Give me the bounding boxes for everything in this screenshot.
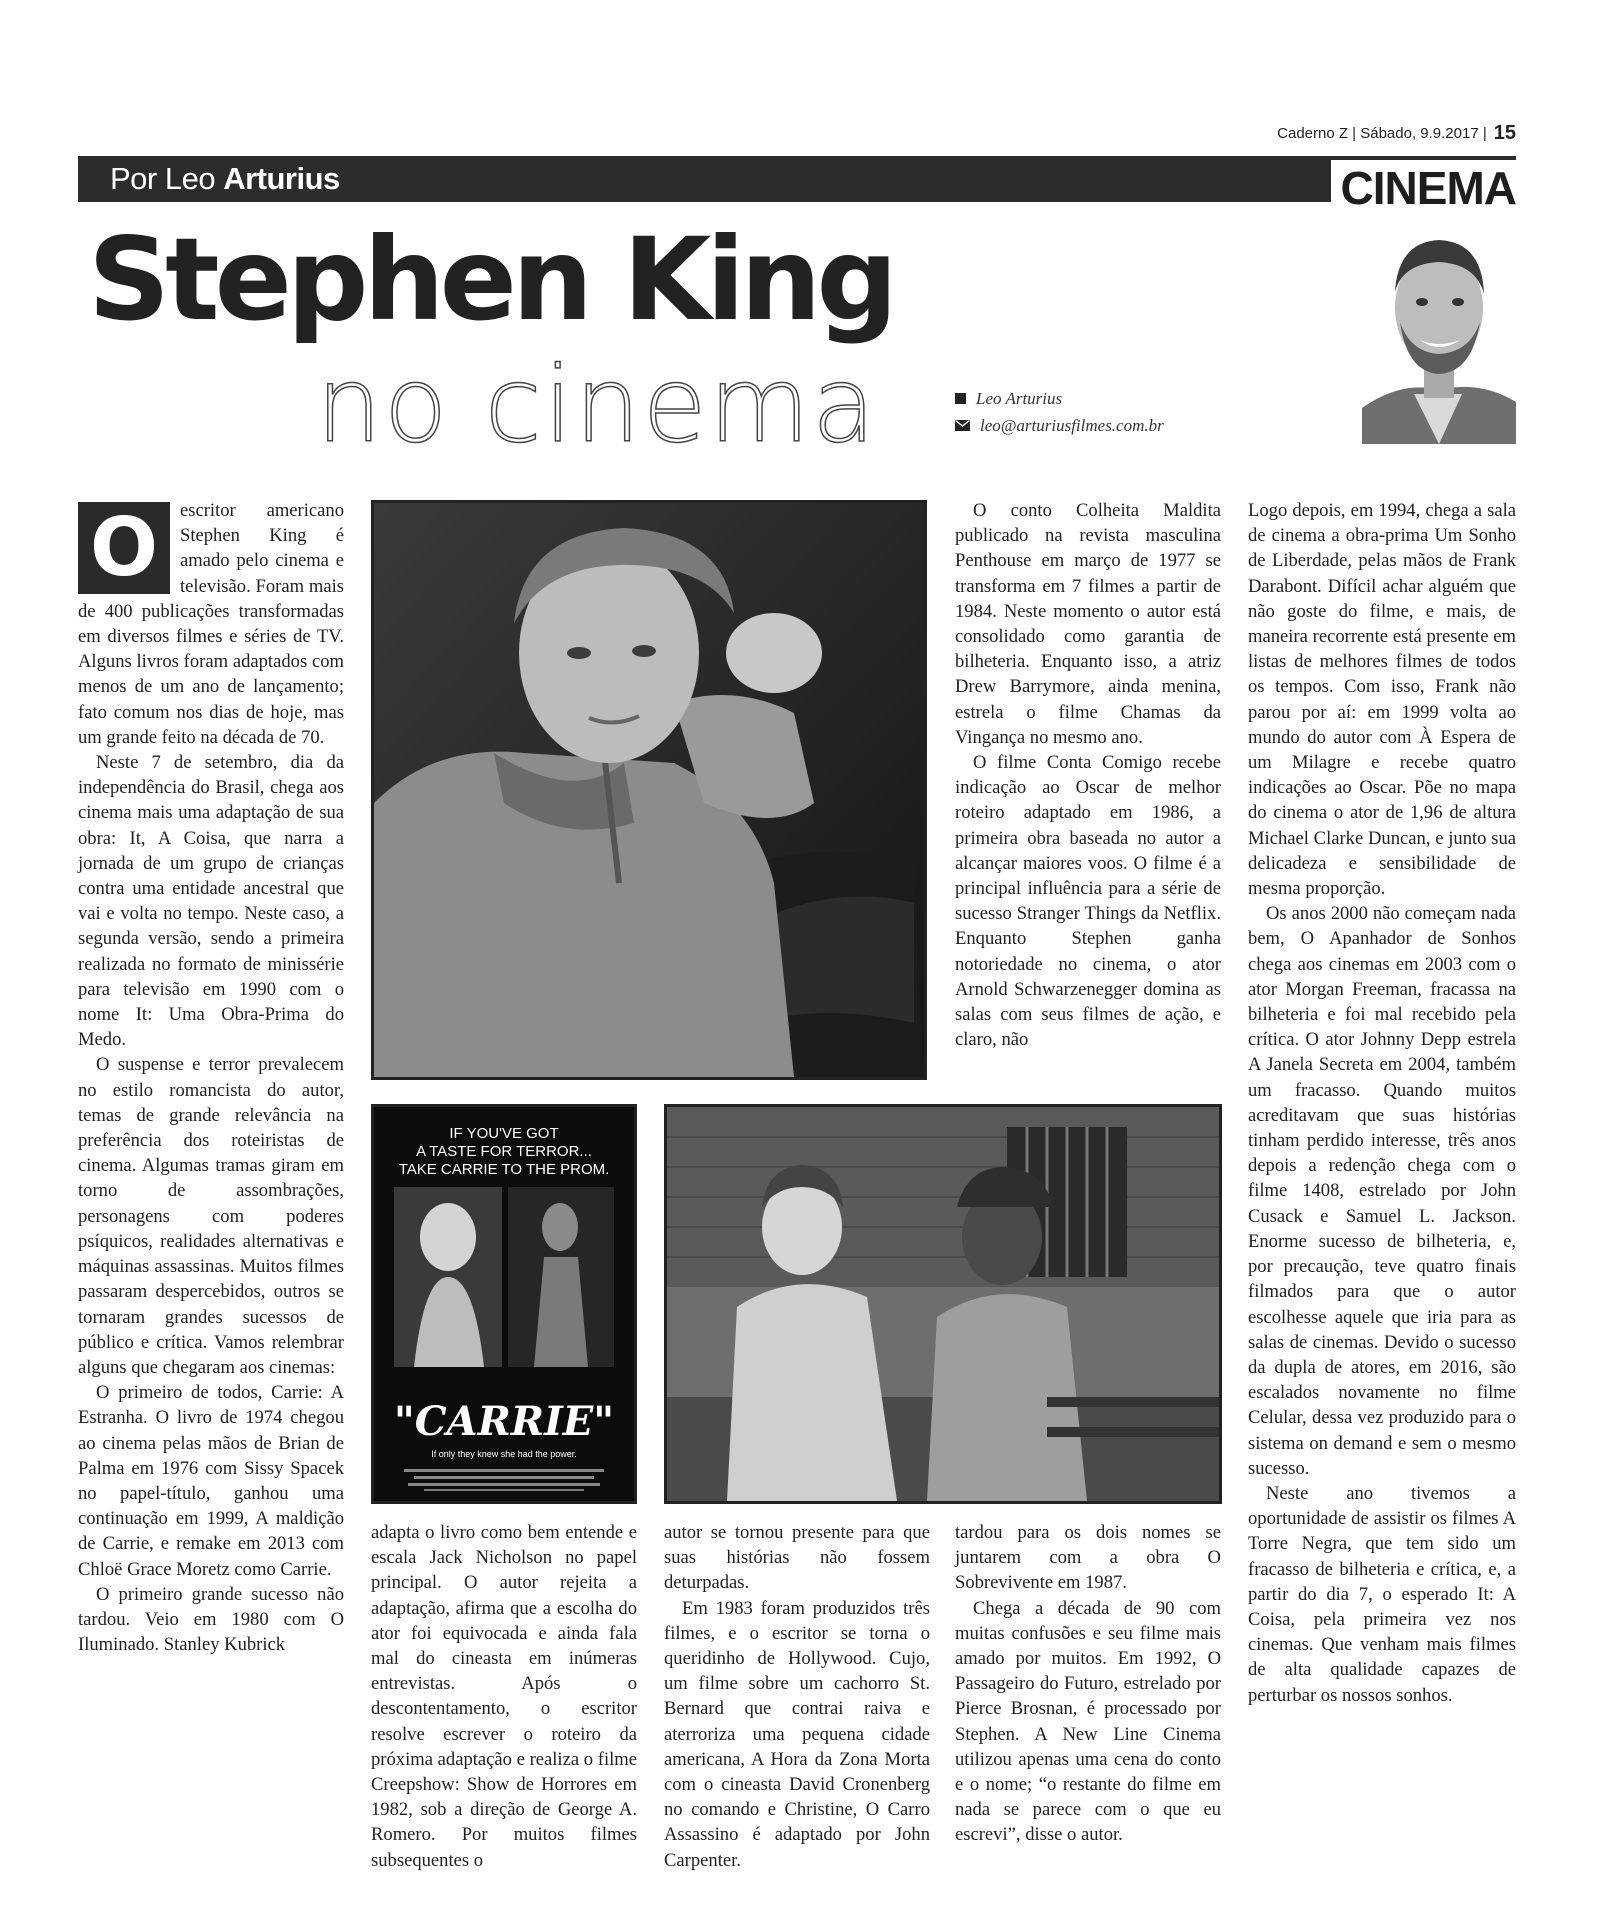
paragraph: adapta o livro como bem entende e escala Jack Nicholson no papel principal. O autor rejeita a adaptação, afirma que a escolha do ator foi equivocada e ainda fala mal do cineasta em inúmeras entrevistas. Após o descontentamento, o escritor resolve escrever o roteiro da próxima adaptação e realiza o filme Creepshow: Show de Horrores em 1982, sob a direção de George A. Romero. Por muitos filmes subsequentes o xyxy=(371,1522,637,1871)
poster-tagline: IF YOU'VE GOT A TASTE FOR TERROR... TAKE CARRIE TO THE PROM. xyxy=(398,1125,610,1178)
paragraph: O primeiro de todos, Carrie: A Estranha. O livro de 1974 chegou ao cinema pelas mãos de Brian de Palma em 1976 com Sissy Spacek no papel-título, ganhou uma continuação em 1999, A maldição de Carrie, e remake em 2013 com Chloë Grace Moretz como Carrie. xyxy=(78,1382,344,1580)
article-column-4-top xyxy=(955,498,1221,1052)
poster-credits xyxy=(394,1467,614,1493)
headline-main: Stephen King xyxy=(88,213,894,346)
paragraph: O escritor americano Stephen King é amado pelo cinema e televisão. Foram mais de 400 publicações transformadas em diversos filmes e séries de TV. Alguns livros foram adaptados com menos de um ano de lançamento; fato comum nos dias de hoje, mas um grande feito na década de 70. xyxy=(78,500,344,748)
poster-carrie xyxy=(371,1104,637,1504)
paragraph: O conto Colheita Maldita publicado na revista masculina Penthouse em março de 1977 se transforma em 7 filmes a partir de 1984. Neste momento o autor está consolidado como garantia de bilheteria. Enquanto isso, a atriz Drew Barrymore, ainda menina, estrela o filme Chamas da Vingança no mesmo ano. xyxy=(955,500,1221,748)
author-row xyxy=(955,385,1164,412)
author-contact xyxy=(955,385,1164,439)
paragraph: O suspense e terror prevalecem no estilo romancista do autor, temas de grande relevância na preferência dos roteiristas de cinema. Algumas tramas giram em torno de assombrações, personagens com poderes psíquicos, realidades alternativas e máquinas assassinas. Muitos filmes passaram despercebidos, outros se tornaram grandes sucessos de público e crítica. Vamos relembrar alguns que chegaram aos cinemas: xyxy=(78,1054,344,1378)
author-email[interactable]: leo@arturiusfilmes.com.br xyxy=(980,416,1164,435)
article-column-3 xyxy=(664,1520,930,1873)
paragraph: O filme Conta Comigo recebe indicação ao Oscar de melhor roteiro adaptado em 1986, a primeira obra baseada no autor a alcançar maiores voos. O filme é a principal influência para a série de sucesso Stranger Things da Netflix. Enquanto Stephen ganha notoriedade no cinema, o ator Arnold Schwarzenegger domina as salas com seus filmes de ação, e claro, não xyxy=(955,752,1221,1051)
email-row xyxy=(955,412,1164,439)
paragraph: autor se tornou presente para que suas histórias não fossem deturpadas. xyxy=(664,1522,930,1594)
article-column-5 xyxy=(1248,498,1516,1708)
poster-images xyxy=(394,1187,614,1367)
drop-cap: O xyxy=(78,502,170,594)
paragraph: tardou para os dois nomes se juntarem com a obra O Sobrevivente em 1987. xyxy=(955,1522,1221,1594)
paragraph: Chega a década de 90 com muitas confusões e seu filme mais amado por muitos. Em 1992, O Passageiro do Futuro, estrelado por Pierce Brosnan, é processado por Stephen. A New Line Cinema utilizou apenas uma cena do conto e o nome; “o restante do filme em nada se parece com o que eu escrevi”, disse o autor. xyxy=(955,1597,1221,1846)
page-folio xyxy=(1277,122,1516,145)
byline-prefix: Por Leo xyxy=(110,161,216,196)
paragraph: Logo depois, em 1994, chega a sala de cinema a obra-prima Um Sonho de Liberdade, pelas mãos de Frank Darabont. Difícil achar alguém que não goste do filme, e mais, de maneira recorrente está presente em listas de melhores filmes de todos os tempos. Com isso, Frank não parou por aí: em 1999 volta ao mundo do autor com À Espera de um Milagre e recebe quatro indicações ao Oscar. Põe no mapa do cinema o ator de 1,96 de altura Michael Clarke Duncan, e junto sua delicadeza e sensibilidade de mesma proporção. xyxy=(1248,500,1516,900)
byline-name: Arturius xyxy=(223,161,340,196)
poster-subtitle: If only they knew she had the power. xyxy=(431,1449,577,1459)
section-label: CINEMA xyxy=(1331,160,1516,206)
envelope-icon xyxy=(955,420,970,431)
photo-film-still xyxy=(664,1104,1222,1504)
paragraph: Os anos 2000 não começam nada bem, O Apanhador de Sonhos chega aos cinemas em 2003 com o ator Morgan Freeman, fracassa na bilheteria e foi mal recebido pela crítica. O ator Johnny Depp estrela A Janela Secreta em 2004, também um fracasso. Quando muitos acreditavam que suas histórias tinham perdido interesse, três anos depois a redenção chega com o filme 1408, estrelado por John Cusack e Samuel L. Jackson. Enorme sucesso de bilheteria, e, por precaução, teve quatro finais filmados para que o autor escolhesse aquele que iria para as salas de cinemas. Devido o sucesso da dupla de atores, em 2016, são escalados novamente no filme Celular, dessa vez produzido para o sistema on demand e sem o mesmo sucesso. xyxy=(1248,903,1516,1479)
poster-title: "CARRIE" xyxy=(393,1398,615,1445)
page-number: 15 xyxy=(1493,122,1516,144)
paragraph: O primeiro grande sucesso não tardou. Veio em 1980 com O Iluminado. Stanley Kubrick xyxy=(78,1583,344,1656)
photo-stephen-king xyxy=(371,500,927,1080)
folio-text: Caderno Z | Sábado, 9.9.2017 | xyxy=(1277,125,1487,142)
paragraph: Neste 7 de setembro, dia da independência do Brasil, chega aos cinema mais uma adaptação de sua obra: It, A Coisa, que narra a jornada de um grupo de crianças contra uma entidade ancestral que vai e volta no tempo. Neste caso, a segunda versão, sendo a primeira realizada no formato de minissérie para televisão em 1990 com o nome It: Uma Obra-Prima do Medo. xyxy=(78,752,344,1051)
headline-sub xyxy=(316,344,878,466)
article-column-4-bottom xyxy=(955,1520,1221,1848)
paragraph: Em 1983 foram produzidos três filmes, e o escritor se torna o queridinho de Hollywood. Cujo, um filme sobre um cachorro St. Bernard que contrai raiva e aterroriza uma pequena cidade americana, A Hora da Zona Morta com o cineasta David Cronenberg no comando e Christine, O Carro Assassino é adaptado por John Carpenter. xyxy=(664,1597,930,1871)
columnist-portrait xyxy=(1362,212,1516,444)
byline xyxy=(110,160,340,198)
square-bullet-icon xyxy=(955,393,966,404)
paragraph: Neste ano tivemos a oportunidade de assistir os filmes A Torre Negra, que tem sido um fracasso de bilheteria e crítica, e, a partir do dia 7, o esperado It: A Coisa, pela primeira vez nos cinemas. Que venham mais filmes de alta qualidade capazes de perturbar os nossos sonhos. xyxy=(1248,1482,1516,1706)
article-column-2 xyxy=(371,1520,637,1873)
article-column-1 xyxy=(78,498,344,1657)
author-name: Leo Arturius xyxy=(976,389,1063,408)
headline-sub-text: no cinema xyxy=(316,344,878,466)
